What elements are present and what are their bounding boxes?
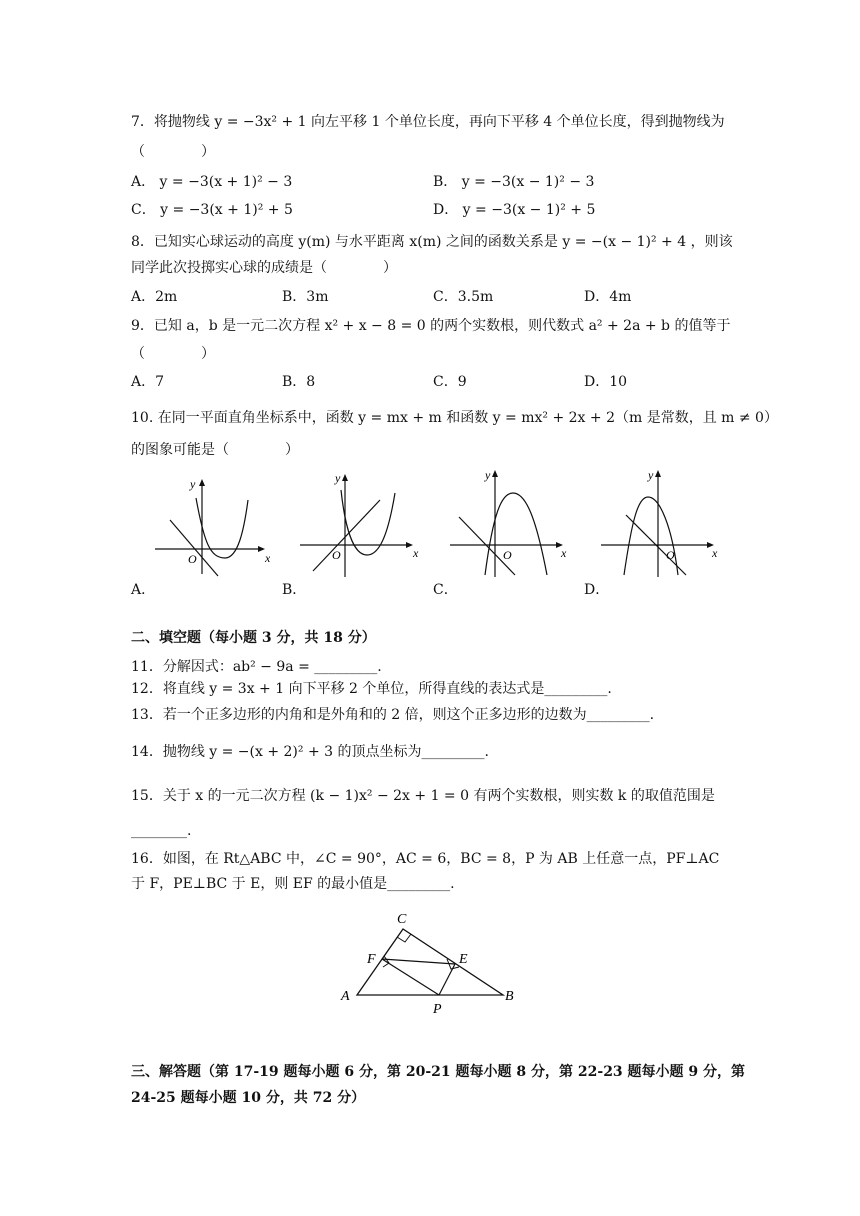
x-label: x: [413, 546, 419, 560]
x-axis-arrow: [406, 542, 413, 548]
label-a: A: [341, 989, 350, 1004]
origin-label: O: [332, 548, 341, 562]
y-label: y: [190, 477, 196, 491]
q9-option-b: B．8: [282, 374, 316, 390]
q16-triangle-figure: [335, 905, 525, 1020]
q14: 14．抛物线 y = −(x + 2)² + 3 的顶点坐标为_________.: [131, 744, 489, 760]
q10-option-b: B．: [282, 582, 307, 598]
q9-option-a: A．7: [131, 374, 165, 390]
section3-title-2: 24-25 题每小题 10 分，共 72 分）: [131, 1090, 366, 1106]
x-axis-arrow: [258, 546, 265, 552]
label-b: B: [505, 989, 514, 1004]
q16-2: 于 F，PE⊥BC 于 E，则 EF 的最小值是_________.: [131, 876, 455, 892]
q7-stem: 7．将抛物线 y = −3x² + 1 向左平移 1 个单位长度，再向下平移 4 个单位长度，得到抛物线为: [131, 114, 725, 130]
y-label: y: [335, 471, 341, 485]
y-axis-arrow: [342, 474, 348, 481]
origin-label: O: [188, 552, 197, 566]
q8-stem: 8．已知实心球运动的高度 y(m) 与水平距离 x(m) 之间的函数关系是 y = −(x − 1)² + 4 ，则该: [131, 234, 733, 250]
q9-option-c: C．9: [433, 374, 467, 390]
q15: 15．关于 x 的一元二次方程 (k − 1)x² − 2x + 1 = 0 有两个实数根，则实数 k 的取值范围是: [131, 788, 715, 804]
line: [313, 500, 380, 571]
parabola: [485, 493, 547, 575]
y-label: y: [648, 468, 654, 482]
line: [459, 517, 515, 575]
label-e: E: [459, 952, 468, 967]
parabola: [624, 497, 678, 575]
q12: 12．将直线 y = 3x + 1 向下平移 2 个单位，所得直线的表达式是_________.: [131, 681, 612, 697]
q7-option-b: B． y = −3(x − 1)² − 3: [433, 174, 595, 190]
x-label: x: [561, 546, 567, 560]
section2-title: 二、填空题（每小题 3 分，共 18 分）: [131, 630, 376, 646]
q11: 11．分解因式：ab² − 9a = _________.: [131, 659, 382, 675]
q10-option-c: C．: [433, 582, 458, 598]
q7-option-d: D． y = −3(x − 1)² + 5: [433, 202, 596, 218]
q8-option-c: C．3.5m: [433, 289, 494, 305]
q10-option-d: D．: [584, 582, 610, 598]
q8-option-a: A．2m: [131, 289, 178, 305]
q10-graph-c: [445, 465, 570, 580]
label-c: C: [397, 912, 407, 927]
section3-title-1: 三、解答题（第 17-19 题每小题 6 分，第 20-21 题每小题 8 分，第 22-23 题每小题 9 分，第: [131, 1064, 746, 1080]
q9-option-d: D．10: [584, 374, 628, 390]
y-axis-arrow: [492, 470, 498, 477]
segment-pf: [382, 959, 439, 995]
q9-paren: （ ）: [131, 346, 215, 362]
q7-option-a: A． y = −3(x + 1)² − 3: [131, 174, 293, 190]
segment-ef: [382, 959, 455, 964]
origin-label: O: [503, 548, 512, 562]
q10-option-a: A．: [131, 582, 156, 598]
q8-option-d: D．4m: [584, 289, 632, 305]
label-f: F: [367, 952, 376, 967]
q10-graph-b: [295, 465, 420, 580]
q9-stem: 9．已知 a，b 是一元二次方程 x² + x − 8 = 0 的两个实数根，则代数式 a² + 2a + b 的值等于: [131, 318, 731, 334]
q10-stem-2: 的图象可能是（ ）: [131, 442, 299, 458]
origin-label: O: [666, 548, 675, 562]
x-label: x: [265, 551, 270, 565]
q10-graph-d: [596, 465, 721, 580]
q7-paren: （ ）: [131, 144, 215, 160]
line: [170, 520, 218, 576]
y-axis-arrow: [199, 479, 205, 486]
q10-stem: 10. 在同一平面直角坐标系中，函数 y = mx + m 和函数 y = mx² + 2x + 2（m 是常数，且 m ≠ 0）: [131, 410, 778, 426]
q8-stem-2: 同学此次投掷实心球的成绩是（ ）: [131, 260, 397, 276]
y-axis-arrow: [655, 470, 661, 477]
q8-option-b: B．3m: [282, 289, 329, 305]
y-label: y: [485, 468, 491, 482]
q16: 16．如图，在 Rt△ABC 中，∠C = 90°，AC = 6，BC = 8，P 为 AB 上任意一点，PF⊥AC: [131, 851, 720, 867]
x-label: x: [712, 546, 718, 560]
q10-graph-a: [150, 470, 270, 580]
label-p: P: [433, 1002, 442, 1017]
q15-blank: ________.: [131, 823, 192, 839]
q7-option-c: C． y = −3(x + 1)² + 5: [131, 202, 293, 218]
q13: 13．若一个正多边形的内角和是外角和的 2 倍，则这个正多边形的边数为_________.: [131, 707, 655, 723]
